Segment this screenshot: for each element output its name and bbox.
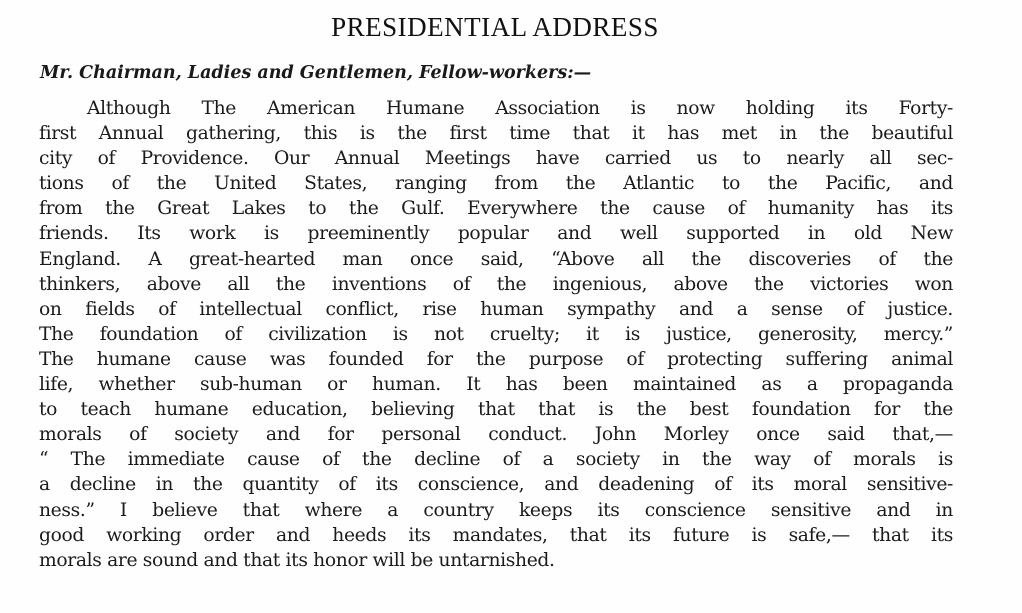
text-line: life, whether sub-human or human. It has been maintained as a propaganda xyxy=(39,374,953,396)
text-line: thinkers, above all the inventions of the ingenious, above the victories won xyxy=(39,273,953,295)
text-line: from the Great Lakes to the Gulf. Everywhere the cause of humanity has its xyxy=(39,198,953,220)
body-paragraph xyxy=(39,96,953,573)
text-line: friends. Its work is preeminently popular and well supported in old New xyxy=(39,223,953,245)
text-line: first Annual gathering, this is the first time that it has met in the beautiful xyxy=(39,123,953,145)
text-line: The foundation of civilization is not cruelty; it is justice, generosity, mercy.” xyxy=(39,323,953,345)
text-line: to teach humane education, believing that that is the best foundation for the xyxy=(39,399,953,421)
text-line: tions of the United States, ranging from the Atlantic to the Pacific, and xyxy=(39,173,953,195)
text-line: England. A great-hearted man once said, “Above all the discoveries of the xyxy=(39,248,953,270)
text-line: city of Providence. Our Annual Meetings have carried us to nearly all sec- xyxy=(39,148,953,170)
text-line: ness.” I believe that where a country keeps its conscience sensitive and in xyxy=(39,499,953,521)
text-line: good working order and heeds its mandates, that its future is safe,— that its xyxy=(39,524,953,546)
salutation: Mr. Chairman, Ladies and Gentlemen, Fellow-workers:— xyxy=(40,63,592,83)
text-line: morals are sound and that its honor will be untarnished. xyxy=(39,549,555,571)
text-line: on fields of intellectual conflict, rise human sympathy and a sense of justice. xyxy=(39,298,953,320)
text-line: a decline in the quantity of its conscience, and deadening of its moral sensitive- xyxy=(39,474,953,496)
text-line: morals of society and for personal conduct. John Morley once said that,— xyxy=(39,424,953,446)
text-line: Although The American Humane Association is now holding its Forty- xyxy=(87,98,953,119)
text-line: The humane cause was founded for the purpose of protecting suffering animal xyxy=(39,348,953,370)
text-line: “ The immediate cause of the decline of a society in the way of morals is xyxy=(39,449,953,471)
page-title: PRESIDENTIAL ADDRESS xyxy=(331,12,659,42)
